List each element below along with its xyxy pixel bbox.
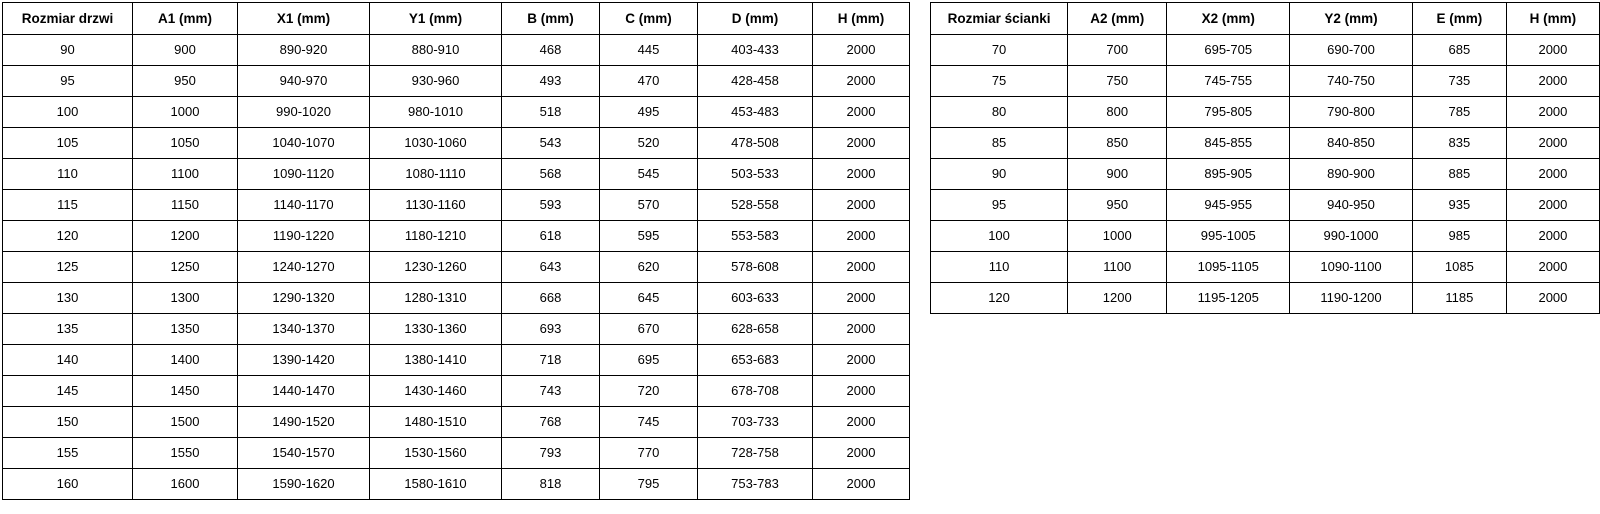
table-cell: 2000 — [813, 252, 910, 283]
table-cell: 578-608 — [698, 252, 813, 283]
table-cell: 1050 — [133, 128, 238, 159]
table-cell: 950 — [1068, 190, 1167, 221]
walls-column-header: X2 (mm) — [1167, 3, 1290, 35]
table-row — [3, 283, 910, 314]
table-cell: 900 — [133, 35, 238, 66]
walls-table-header — [931, 3, 1600, 35]
table-cell: 940-970 — [238, 66, 370, 97]
table-cell: 1430-1460 — [370, 376, 502, 407]
table-cell: 1340-1370 — [238, 314, 370, 345]
table-cell: 900 — [1068, 159, 1167, 190]
table-cell: 2000 — [813, 97, 910, 128]
table-cell: 2000 — [1506, 190, 1599, 221]
table-cell: 2000 — [813, 438, 910, 469]
table-cell: 980-1010 — [370, 97, 502, 128]
table-cell: 703-733 — [698, 407, 813, 438]
table-cell: 1100 — [1068, 252, 1167, 283]
table-cell: 2000 — [813, 345, 910, 376]
table-cell: 495 — [600, 97, 698, 128]
table-row — [3, 438, 910, 469]
table-cell: 453-483 — [698, 97, 813, 128]
table-cell: 1000 — [1068, 221, 1167, 252]
table-cell: 1530-1560 — [370, 438, 502, 469]
table-cell: 845-855 — [1167, 128, 1290, 159]
table-cell: 110 — [931, 252, 1068, 283]
table-header-row — [931, 3, 1600, 35]
table-cell: 700 — [1068, 35, 1167, 66]
doors-column-header: H (mm) — [813, 3, 910, 35]
table-cell: 668 — [502, 283, 600, 314]
walls-dimensions-table — [930, 2, 1600, 314]
table-cell: 1150 — [133, 190, 238, 221]
table-cell: 1180-1210 — [370, 221, 502, 252]
table-cell: 160 — [3, 469, 133, 500]
table-row — [3, 221, 910, 252]
table-cell: 1030-1060 — [370, 128, 502, 159]
walls-column-header: E (mm) — [1412, 3, 1506, 35]
table-cell: 100 — [931, 221, 1068, 252]
table-cell: 1350 — [133, 314, 238, 345]
table-row — [3, 97, 910, 128]
table-row — [931, 159, 1600, 190]
table-cell: 593 — [502, 190, 600, 221]
table-cell: 1200 — [1068, 283, 1167, 314]
table-cell: 140 — [3, 345, 133, 376]
doors-column-header: D (mm) — [698, 3, 813, 35]
table-cell: 1040-1070 — [238, 128, 370, 159]
table-cell: 125 — [3, 252, 133, 283]
table-cell: 2000 — [1506, 35, 1599, 66]
table-cell: 528-558 — [698, 190, 813, 221]
table-cell: 428-458 — [698, 66, 813, 97]
walls-table-body — [931, 35, 1600, 314]
table-cell: 1095-1105 — [1167, 252, 1290, 283]
table-cell: 1500 — [133, 407, 238, 438]
table-row — [3, 190, 910, 221]
table-cell: 2000 — [1506, 252, 1599, 283]
table-cell: 518 — [502, 97, 600, 128]
doors-column-header: Rozmiar drzwi — [3, 3, 133, 35]
table-cell: 2000 — [813, 283, 910, 314]
table-cell: 1450 — [133, 376, 238, 407]
table-row — [3, 252, 910, 283]
table-row — [3, 345, 910, 376]
table-cell: 478-508 — [698, 128, 813, 159]
table-cell: 753-783 — [698, 469, 813, 500]
table-cell: 2000 — [813, 314, 910, 345]
table-cell: 2000 — [813, 66, 910, 97]
table-cell: 950 — [133, 66, 238, 97]
doors-column-header: C (mm) — [600, 3, 698, 35]
table-cell: 1550 — [133, 438, 238, 469]
table-cell: 743 — [502, 376, 600, 407]
table-cell: 1140-1170 — [238, 190, 370, 221]
table-cell: 120 — [931, 283, 1068, 314]
table-cell: 1330-1360 — [370, 314, 502, 345]
table-cell: 1240-1270 — [238, 252, 370, 283]
table-cell: 985 — [1412, 221, 1506, 252]
table-cell: 595 — [600, 221, 698, 252]
table-cell: 120 — [3, 221, 133, 252]
table-cell: 520 — [600, 128, 698, 159]
table-cell: 1440-1470 — [238, 376, 370, 407]
table-cell: 693 — [502, 314, 600, 345]
table-row — [931, 128, 1600, 159]
table-cell: 1480-1510 — [370, 407, 502, 438]
table-cell: 768 — [502, 407, 600, 438]
table-cell: 1090-1120 — [238, 159, 370, 190]
table-cell: 670 — [600, 314, 698, 345]
table-cell: 995-1005 — [1167, 221, 1290, 252]
table-cell: 543 — [502, 128, 600, 159]
walls-column-header: Y2 (mm) — [1290, 3, 1413, 35]
table-cell: 1280-1310 — [370, 283, 502, 314]
table-cell: 1380-1410 — [370, 345, 502, 376]
table-cell: 570 — [600, 190, 698, 221]
table-cell: 795-805 — [1167, 97, 1290, 128]
table-cell: 1250 — [133, 252, 238, 283]
table-row — [931, 221, 1600, 252]
table-cell: 1490-1520 — [238, 407, 370, 438]
table-cell: 793 — [502, 438, 600, 469]
table-cell: 468 — [502, 35, 600, 66]
table-cell: 105 — [3, 128, 133, 159]
table-cell: 1090-1100 — [1290, 252, 1413, 283]
table-cell: 790-800 — [1290, 97, 1413, 128]
table-cell: 1590-1620 — [238, 469, 370, 500]
table-cell: 935 — [1412, 190, 1506, 221]
table-cell: 95 — [931, 190, 1068, 221]
table-cell: 795 — [600, 469, 698, 500]
table-cell: 100 — [3, 97, 133, 128]
table-cell: 740-750 — [1290, 66, 1413, 97]
table-cell: 695-705 — [1167, 35, 1290, 66]
table-cell: 110 — [3, 159, 133, 190]
table-cell: 735 — [1412, 66, 1506, 97]
table-cell: 685 — [1412, 35, 1506, 66]
table-cell: 553-583 — [698, 221, 813, 252]
table-cell: 2000 — [1506, 66, 1599, 97]
table-cell: 2000 — [1506, 221, 1599, 252]
table-cell: 895-905 — [1167, 159, 1290, 190]
doors-column-header: X1 (mm) — [238, 3, 370, 35]
table-cell: 2000 — [813, 376, 910, 407]
table-cell: 990-1020 — [238, 97, 370, 128]
table-cell: 503-533 — [698, 159, 813, 190]
table-cell: 1190-1200 — [1290, 283, 1413, 314]
table-row — [3, 469, 910, 500]
walls-column-header: A2 (mm) — [1068, 3, 1167, 35]
table-cell: 850 — [1068, 128, 1167, 159]
table-cell: 990-1000 — [1290, 221, 1413, 252]
table-cell: 2000 — [1506, 159, 1599, 190]
table-cell: 1600 — [133, 469, 238, 500]
table-cell: 545 — [600, 159, 698, 190]
table-cell: 155 — [3, 438, 133, 469]
doors-column-header: B (mm) — [502, 3, 600, 35]
table-cell: 1185 — [1412, 283, 1506, 314]
table-cell: 1580-1610 — [370, 469, 502, 500]
table-row — [3, 376, 910, 407]
table-cell: 1230-1260 — [370, 252, 502, 283]
table-row — [931, 283, 1600, 314]
table-cell: 568 — [502, 159, 600, 190]
table-cell: 620 — [600, 252, 698, 283]
table-cell: 1130-1160 — [370, 190, 502, 221]
doors-column-header: A1 (mm) — [133, 3, 238, 35]
table-cell: 1400 — [133, 345, 238, 376]
table-cell: 818 — [502, 469, 600, 500]
table-cell: 785 — [1412, 97, 1506, 128]
table-cell: 2000 — [813, 35, 910, 66]
table-row — [3, 159, 910, 190]
table-cell: 90 — [3, 35, 133, 66]
table-cell: 1290-1320 — [238, 283, 370, 314]
table-cell: 770 — [600, 438, 698, 469]
table-cell: 1100 — [133, 159, 238, 190]
table-cell: 135 — [3, 314, 133, 345]
table-cell: 90 — [931, 159, 1068, 190]
table-cell: 403-433 — [698, 35, 813, 66]
doors-column-header: Y1 (mm) — [370, 3, 502, 35]
table-cell: 493 — [502, 66, 600, 97]
table-cell: 130 — [3, 283, 133, 314]
table-cell: 445 — [600, 35, 698, 66]
table-cell: 2000 — [813, 128, 910, 159]
table-cell: 745-755 — [1167, 66, 1290, 97]
table-row — [931, 97, 1600, 128]
doors-dimensions-table-container — [2, 2, 910, 500]
doors-table-header — [3, 3, 910, 35]
table-cell: 150 — [3, 407, 133, 438]
table-cell: 945-955 — [1167, 190, 1290, 221]
table-cell: 75 — [931, 66, 1068, 97]
doors-table-body — [3, 35, 910, 500]
table-cell: 940-950 — [1290, 190, 1413, 221]
table-cell: 890-920 — [238, 35, 370, 66]
table-cell: 603-633 — [698, 283, 813, 314]
table-cell: 750 — [1068, 66, 1167, 97]
table-row — [931, 35, 1600, 66]
table-cell: 653-683 — [698, 345, 813, 376]
table-cell: 678-708 — [698, 376, 813, 407]
table-cell: 1085 — [1412, 252, 1506, 283]
table-row — [931, 190, 1600, 221]
table-row — [3, 314, 910, 345]
table-cell: 85 — [931, 128, 1068, 159]
table-cell: 885 — [1412, 159, 1506, 190]
table-row — [3, 66, 910, 97]
table-cell: 2000 — [1506, 97, 1599, 128]
table-cell: 2000 — [1506, 128, 1599, 159]
table-cell: 690-700 — [1290, 35, 1413, 66]
table-header-row — [3, 3, 910, 35]
table-cell: 880-910 — [370, 35, 502, 66]
table-cell: 1080-1110 — [370, 159, 502, 190]
table-cell: 2000 — [813, 407, 910, 438]
table-cell: 470 — [600, 66, 698, 97]
table-cell: 1200 — [133, 221, 238, 252]
table-cell: 643 — [502, 252, 600, 283]
doors-dimensions-table — [2, 2, 910, 500]
walls-column-header: Rozmiar ścianki — [931, 3, 1068, 35]
table-cell: 695 — [600, 345, 698, 376]
table-cell: 1390-1420 — [238, 345, 370, 376]
table-cell: 95 — [3, 66, 133, 97]
table-cell: 745 — [600, 407, 698, 438]
table-cell: 2000 — [1506, 283, 1599, 314]
table-cell: 1540-1570 — [238, 438, 370, 469]
table-cell: 930-960 — [370, 66, 502, 97]
table-cell: 800 — [1068, 97, 1167, 128]
table-row — [3, 128, 910, 159]
table-row — [3, 35, 910, 66]
table-cell: 645 — [600, 283, 698, 314]
table-cell: 2000 — [813, 221, 910, 252]
table-cell: 2000 — [813, 159, 910, 190]
table-cell: 1000 — [133, 97, 238, 128]
walls-column-header: H (mm) — [1506, 3, 1599, 35]
table-cell: 618 — [502, 221, 600, 252]
table-cell: 115 — [3, 190, 133, 221]
table-cell: 80 — [931, 97, 1068, 128]
table-cell: 2000 — [813, 469, 910, 500]
table-cell: 1300 — [133, 283, 238, 314]
table-cell: 70 — [931, 35, 1068, 66]
table-cell: 145 — [3, 376, 133, 407]
table-cell: 1190-1220 — [238, 221, 370, 252]
table-cell: 890-900 — [1290, 159, 1413, 190]
table-cell: 720 — [600, 376, 698, 407]
table-cell: 1195-1205 — [1167, 283, 1290, 314]
table-cell: 628-658 — [698, 314, 813, 345]
table-row — [3, 407, 910, 438]
table-cell: 718 — [502, 345, 600, 376]
table-cell: 728-758 — [698, 438, 813, 469]
table-cell: 2000 — [813, 190, 910, 221]
table-row — [931, 66, 1600, 97]
table-cell: 840-850 — [1290, 128, 1413, 159]
walls-dimensions-table-container — [930, 2, 1600, 314]
table-cell: 835 — [1412, 128, 1506, 159]
table-row — [931, 252, 1600, 283]
